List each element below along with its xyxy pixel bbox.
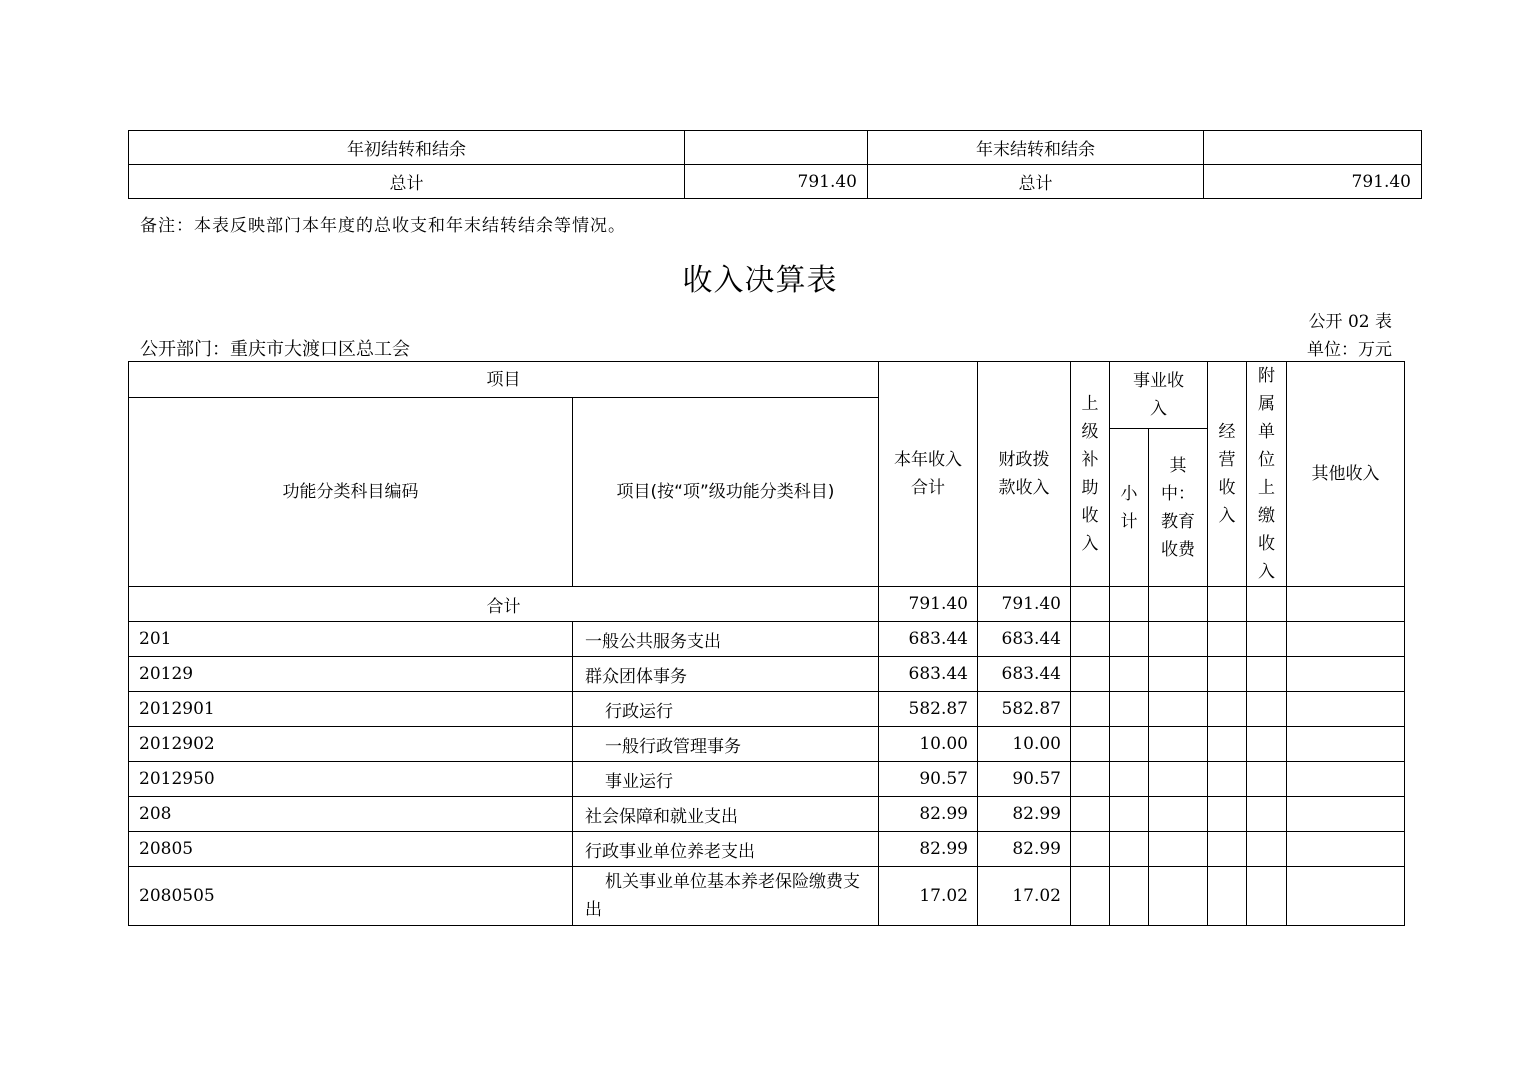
empty-cell: [1247, 867, 1287, 926]
header-subtotal: [1110, 429, 1149, 587]
row-total: 683.44: [879, 622, 978, 657]
empty-cell: [1149, 587, 1208, 622]
row-name-text: 机关事业单位基本养老保险缴费支出: [585, 872, 860, 920]
header-business-income: [1110, 362, 1208, 429]
empty-cell: [1110, 587, 1149, 622]
row-fiscal: 90.57: [978, 762, 1071, 797]
row-code: 2012902: [129, 727, 573, 762]
row-fiscal: 82.99: [978, 797, 1071, 832]
summary-row-total: [129, 165, 1422, 199]
empty-cell: [1208, 622, 1247, 657]
summary-value: [685, 131, 868, 165]
row-code: 2080505: [129, 867, 573, 926]
empty-cell: [1287, 797, 1405, 832]
total-fiscal-value: 791.40: [978, 587, 1071, 622]
empty-cell: [1110, 622, 1149, 657]
empty-cell: [1071, 692, 1110, 727]
header-affiliated-text: 附属单位上缴收入: [1258, 366, 1275, 582]
row-fiscal: 683.44: [978, 657, 1071, 692]
empty-cell: [1110, 832, 1149, 867]
row-code: 2012950: [129, 762, 573, 797]
row-total: 582.87: [879, 692, 978, 727]
row-fiscal: 82.99: [978, 832, 1071, 867]
summary-label: 总计: [129, 165, 685, 199]
empty-cell: [1149, 762, 1208, 797]
row-name: 群众团体事务: [573, 657, 879, 692]
form-number: 公开 02 表: [1308, 312, 1392, 332]
table-row: [129, 622, 1405, 657]
empty-cell: [1071, 762, 1110, 797]
empty-cell: [1208, 692, 1247, 727]
empty-cell: [1208, 657, 1247, 692]
table-row: [129, 867, 1405, 926]
empty-cell: [1149, 867, 1208, 926]
empty-cell: [1287, 832, 1405, 867]
row-name: 一般行政管理事务: [573, 727, 879, 762]
empty-cell: [1071, 832, 1110, 867]
header-fiscal-text: 财政拨款收入: [998, 450, 1050, 498]
empty-cell: [1287, 692, 1405, 727]
summary-value: 791.40: [1204, 165, 1422, 199]
empty-cell: [1071, 622, 1110, 657]
row-fiscal: 683.44: [978, 622, 1071, 657]
row-code: 20805: [129, 832, 573, 867]
empty-cell: [1149, 727, 1208, 762]
empty-cell: [1208, 797, 1247, 832]
empty-cell: [1149, 657, 1208, 692]
row-fiscal: 582.87: [978, 692, 1071, 727]
empty-cell: [1287, 622, 1405, 657]
table-row: [129, 727, 1405, 762]
header-business-income-text: 事业收入: [1133, 371, 1184, 419]
row-total: 82.99: [879, 797, 978, 832]
header-func-code: 功能分类科目编码: [129, 398, 573, 587]
header-project: 项目: [129, 362, 879, 398]
table-row: [129, 832, 1405, 867]
total-income-value: 791.40: [879, 587, 978, 622]
header-other: 其他收入: [1287, 362, 1405, 587]
summary-row-carryover: [129, 131, 1422, 165]
empty-cell: [1247, 657, 1287, 692]
header-upper-subsidy: [1071, 362, 1110, 587]
table-row: [129, 797, 1405, 832]
summary-label: 年初结转和结余: [129, 131, 685, 165]
row-total: 17.02: [879, 867, 978, 926]
row-total: 82.99: [879, 832, 978, 867]
empty-cell: [1071, 797, 1110, 832]
empty-cell: [1110, 657, 1149, 692]
header-upper-subsidy-text: 上级补助收入: [1081, 394, 1099, 554]
summary-label: 总计: [868, 165, 1204, 199]
table-note: 备注：本表反映部门本年度的总收支和年末结转结余等情况。: [140, 216, 626, 236]
row-code: 20129: [129, 657, 573, 692]
header-operating-text: 经营收入: [1218, 422, 1236, 526]
empty-cell: [1208, 832, 1247, 867]
header-row-1: [129, 362, 1405, 398]
empty-cell: [1110, 692, 1149, 727]
header-affiliated: [1247, 362, 1287, 587]
row-name: 社会保障和就业支出: [573, 797, 879, 832]
header-operating: [1208, 362, 1247, 587]
empty-cell: [1071, 657, 1110, 692]
empty-cell: [1287, 727, 1405, 762]
header-fiscal: [978, 362, 1071, 587]
row-name: [573, 867, 879, 926]
summary-table: [128, 130, 1422, 199]
empty-cell: [1287, 657, 1405, 692]
table-row: [129, 692, 1405, 727]
row-name: 一般公共服务支出: [573, 622, 879, 657]
income-table: [128, 361, 1405, 926]
empty-cell: [1247, 692, 1287, 727]
row-code: 201: [129, 622, 573, 657]
header-total-income-text: 本年收入合计: [894, 450, 962, 498]
header-edu-fee-text: 其中：教育收费: [1161, 455, 1195, 560]
empty-cell: [1247, 622, 1287, 657]
summary-value: 791.40: [685, 165, 868, 199]
empty-cell: [1071, 727, 1110, 762]
empty-cell: [1149, 692, 1208, 727]
table-row: [129, 657, 1405, 692]
summary-value: [1204, 131, 1422, 165]
empty-cell: [1247, 832, 1287, 867]
empty-cell: [1247, 587, 1287, 622]
header-item-name: 项目(按“项”级功能分类科目): [573, 398, 879, 587]
header-subtotal-text: 小计: [1120, 483, 1138, 532]
empty-cell: [1149, 622, 1208, 657]
total-row: [129, 587, 1405, 622]
empty-cell: [1110, 727, 1149, 762]
empty-cell: [1208, 762, 1247, 797]
row-code: 208: [129, 797, 573, 832]
page-title: 收入决算表: [682, 263, 838, 298]
row-name: 行政事业单位养老支出: [573, 832, 879, 867]
row-name: 行政运行: [573, 692, 879, 727]
empty-cell: [1287, 587, 1405, 622]
row-total: 683.44: [879, 657, 978, 692]
empty-cell: [1287, 867, 1405, 926]
empty-cell: [1208, 867, 1247, 926]
department-label: 公开部门：重庆市大渡口区总工会: [140, 339, 410, 360]
empty-cell: [1247, 762, 1287, 797]
header-total-income: [879, 362, 978, 587]
empty-cell: [1247, 797, 1287, 832]
empty-cell: [1287, 762, 1405, 797]
empty-cell: [1110, 867, 1149, 926]
empty-cell: [1149, 832, 1208, 867]
row-code: 2012901: [129, 692, 573, 727]
summary-label: 年末结转和结余: [868, 131, 1204, 165]
header-edu-fee: [1149, 429, 1208, 587]
unit-label: 单位：万元: [1307, 340, 1392, 360]
empty-cell: [1071, 587, 1110, 622]
empty-cell: [1071, 867, 1110, 926]
empty-cell: [1247, 727, 1287, 762]
total-label: 合计: [129, 587, 879, 622]
row-fiscal: 17.02: [978, 867, 1071, 926]
row-fiscal: 10.00: [978, 727, 1071, 762]
row-total: 90.57: [879, 762, 978, 797]
empty-cell: [1110, 762, 1149, 797]
empty-cell: [1110, 797, 1149, 832]
row-name: 事业运行: [573, 762, 879, 797]
empty-cell: [1208, 727, 1247, 762]
empty-cell: [1149, 797, 1208, 832]
empty-cell: [1208, 587, 1247, 622]
row-total: 10.00: [879, 727, 978, 762]
table-row: [129, 762, 1405, 797]
